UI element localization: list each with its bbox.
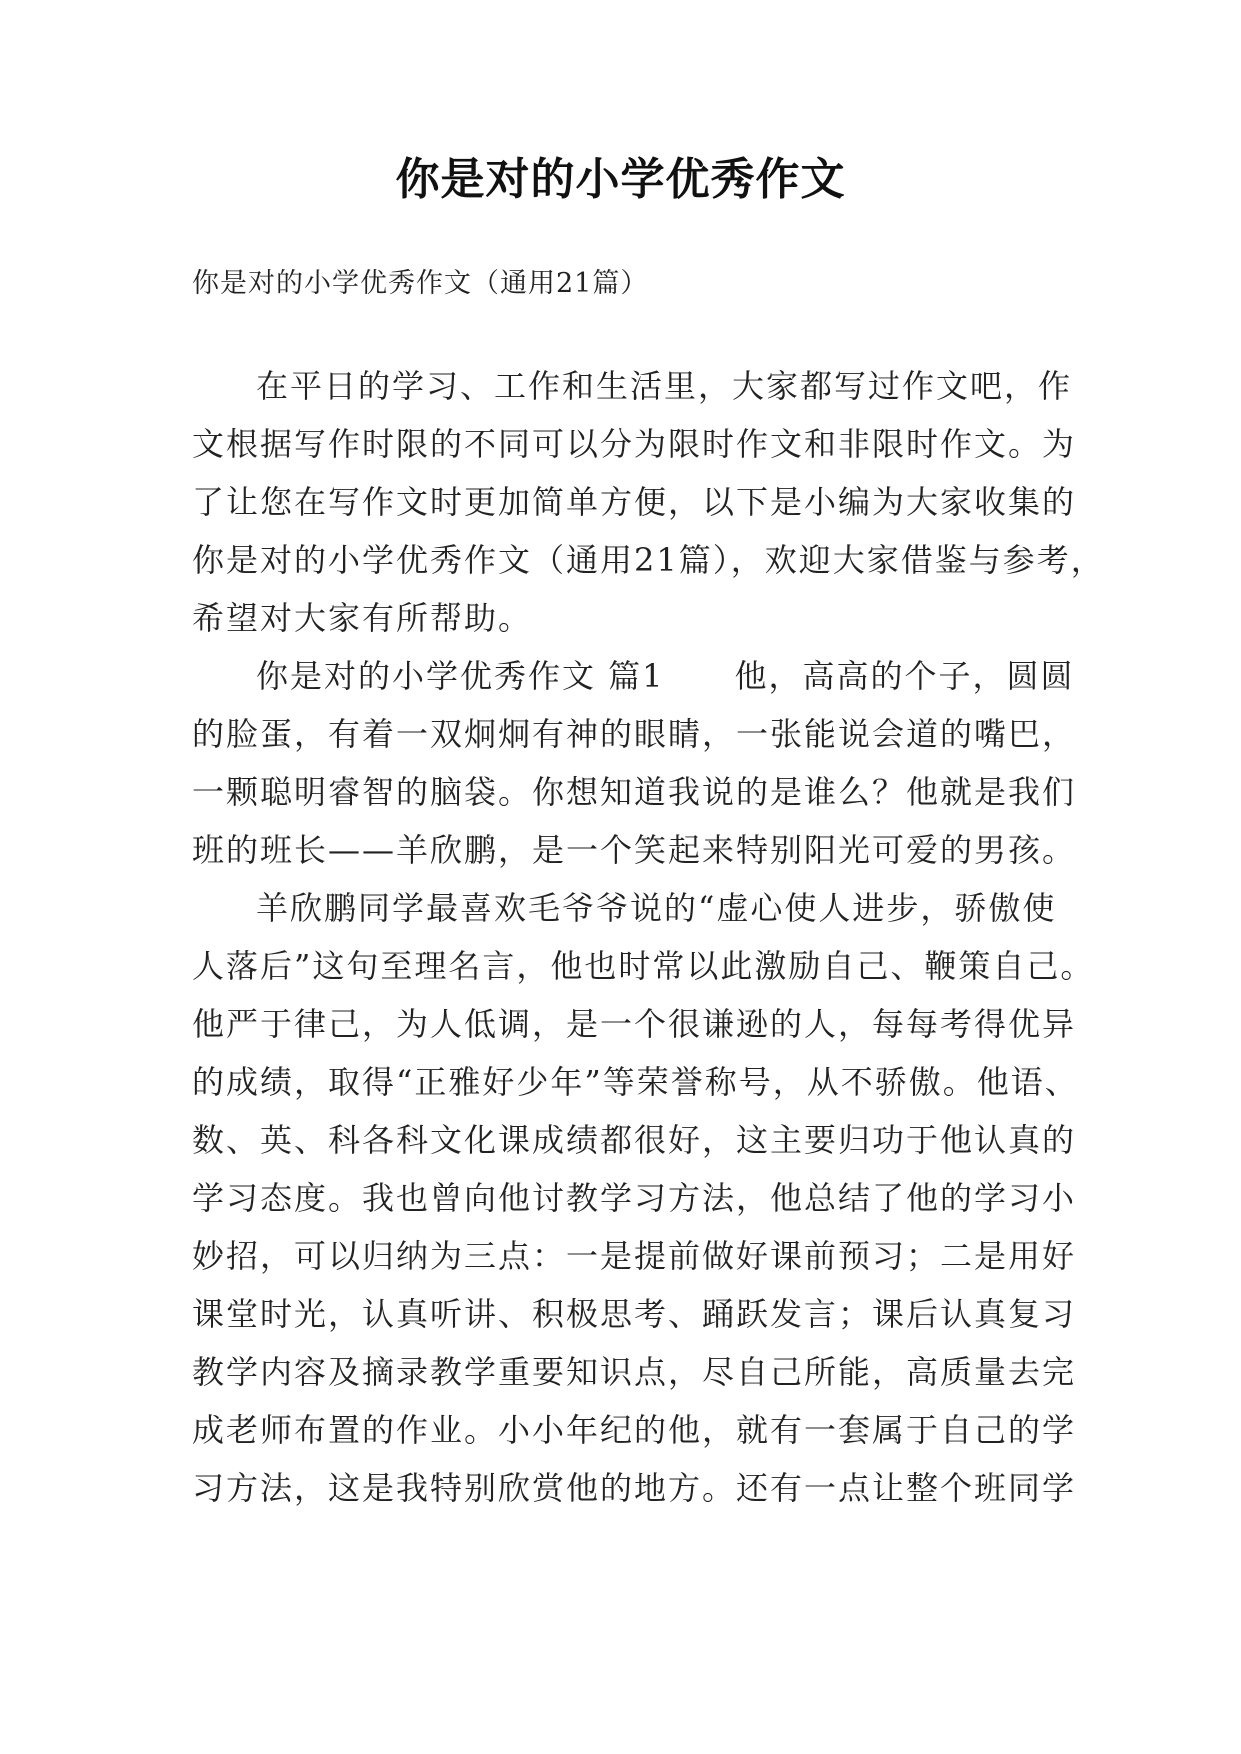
paragraph-line: 的脸蛋，有着一双炯炯有神的眼睛，一张能说会道的嘴巴， [192, 715, 1077, 753]
paragraph-line: 成老师布置的作业。小小年纪的他，就有一套属于自己的学 [192, 1411, 1077, 1449]
page-title: 你是对的小学优秀作文 [395, 154, 846, 205]
paragraph-line: 一颗聪明睿智的脑袋。你想知道我说的是谁么？他就是我们 [192, 773, 1077, 811]
paragraph-line: 的成绩，取得“正雅好少年”等荣誉称号，从不骄傲。他语、 [192, 1063, 1079, 1101]
section-heading: 你是对的小学优秀作文 篇1 [256, 657, 665, 695]
paragraph-line: 习方法，这是我特别欣赏他的地方。还有一点让整个班同学 [192, 1469, 1077, 1507]
paragraph-line: 学习态度。我也曾向他讨教学习方法，他总结了他的学习小 [192, 1179, 1077, 1217]
paragraph-line: 班的班长——羊欣鹏，是一个笑起来特别阳光可爱的男孩。 [192, 831, 1077, 869]
paragraph-line: 希望对大家有所帮助。 [192, 599, 533, 637]
document-subtitle: 你是对的小学优秀作文（通用21篇） [192, 268, 649, 299]
paragraph-line: 课堂时光，认真听讲、积极思考、踊跃发言；课后认真复习 [192, 1295, 1077, 1333]
paragraph-line: 文根据写作时限的不同可以分为限时作文和非限时作文。为 [192, 425, 1077, 463]
paragraph-line: 人落后”这句至理名言，他也时常以此激励自己、鞭策自己。 [192, 947, 1095, 985]
paragraph-line: 教学内容及摘录教学重要知识点，尽自己所能，高质量去完 [192, 1353, 1077, 1391]
paragraph-line: 他严于律己，为人低调，是一个很谦逊的人，每每考得优异 [192, 1005, 1077, 1043]
paragraph-line: 你是对的小学优秀作文（通用21篇），欢迎大家借鉴与参考， [192, 541, 1105, 579]
section-heading-line [256, 647, 1075, 705]
paragraph-line: 了让您在写作文时更加简单方便，以下是小编为大家收集的 [192, 483, 1077, 521]
paragraph-line: 羊欣鹏同学最喜欢毛爷爷说的“虚心使人进步，骄傲使 [256, 889, 1057, 927]
paragraph-line: 数、英、科各科文化课成绩都很好，这主要归功于他认真的 [192, 1121, 1077, 1159]
paragraph-text: 他，高高的个子，圆圆 [734, 657, 1075, 695]
paragraph-line: 妙招，可以归纳为三点：一是提前做好课前预习；二是用好 [192, 1237, 1077, 1275]
paragraph-line: 在平日的学习、工作和生活里，大家都写过作文吧，作 [256, 367, 1073, 405]
